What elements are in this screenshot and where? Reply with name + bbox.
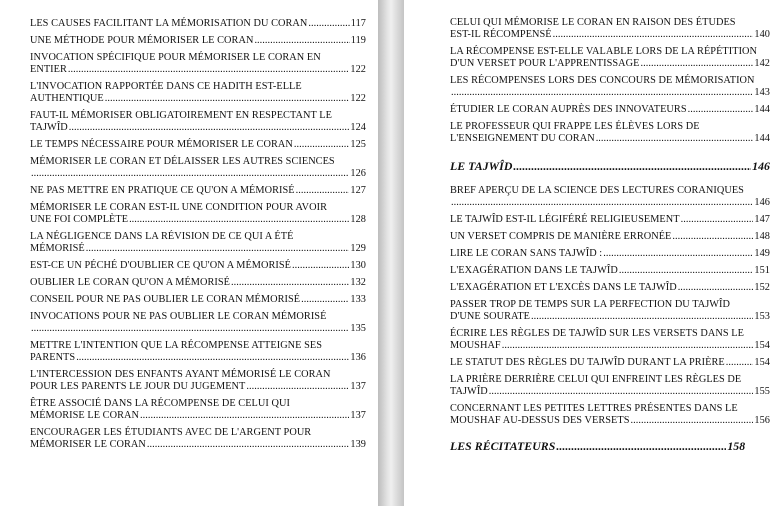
toc-page-number: 127 bbox=[350, 185, 366, 196]
toc-entry-title: POUR LES PARENTS LE JOUR DU JUGEMENT bbox=[30, 381, 246, 392]
toc-page-number: 146 bbox=[754, 197, 770, 208]
toc-entry-title: MÉMORISER LE CORAN bbox=[30, 439, 146, 450]
toc-entry[interactable] bbox=[450, 75, 770, 99]
toc-page-number: 151 bbox=[754, 265, 770, 276]
toc-list-right-top bbox=[450, 17, 770, 145]
dot-leader bbox=[105, 93, 350, 105]
toc-page-number: 139 bbox=[350, 439, 366, 450]
toc-entry-title-line: PASSER TROP DE TEMPS SUR LA PERFECTION DU TAJWÎD bbox=[450, 299, 731, 310]
toc-entry-title: PARENTS bbox=[30, 352, 76, 363]
toc-entry[interactable] bbox=[450, 231, 770, 243]
toc-entry-title: LE STATUT DES RÈGLES DU TAJWÎD DURANT LA PRIÈRE bbox=[450, 357, 725, 368]
toc-page-number: 122 bbox=[350, 93, 366, 104]
dot-leader bbox=[254, 35, 349, 47]
toc-page-number: 128 bbox=[350, 214, 366, 225]
dot-leader bbox=[556, 439, 726, 453]
toc-page-number: 130 bbox=[350, 260, 366, 271]
dot-leader bbox=[76, 352, 349, 364]
toc-entry[interactable] bbox=[450, 17, 770, 41]
dot-leader bbox=[678, 282, 754, 294]
toc-entry[interactable] bbox=[30, 260, 366, 272]
dot-leader bbox=[296, 185, 350, 197]
toc-entry[interactable] bbox=[450, 185, 770, 209]
toc-entry[interactable] bbox=[30, 277, 366, 289]
toc-entry-title-line: CONCERNANT LES PETITES LETTRES PRÉSENTES DANS LE bbox=[450, 403, 738, 414]
toc-entry-title: LE TAJWÎD EST-IL LÉGIFÉRÉ RELIGIEUSEMENT bbox=[450, 214, 680, 225]
toc-page-number: 124 bbox=[350, 122, 366, 133]
toc-entry-title-line: INVOCATIONS POUR NE PAS OUBLIER LE CORAN MÉMORISÉ bbox=[30, 311, 327, 322]
toc-page-number: 119 bbox=[350, 35, 366, 46]
toc-entry-title: L'EXAGÉRATION ET L'EXCÈS DANS LE TAJWÎD bbox=[450, 282, 677, 293]
dot-leader bbox=[640, 58, 753, 70]
toc-entry-title: UN VERSET COMPRIS DE MANIÈRE ERRONÉE bbox=[450, 231, 672, 242]
dot-leader bbox=[294, 139, 350, 151]
toc-page-number: 126 bbox=[350, 168, 366, 179]
toc-entry-title-line: LA PRIÈRE DERRIÈRE CELUI QUI ENFREINT LES RÈGLES DE bbox=[450, 374, 742, 385]
toc-entry[interactable] bbox=[30, 139, 366, 151]
toc-page-number: 142 bbox=[754, 58, 770, 69]
toc-page-number: 137 bbox=[350, 410, 366, 421]
toc-entry[interactable] bbox=[30, 398, 366, 422]
toc-entry-title-line: MÉMORISER LE CORAN ET DÉLAISSER LES AUTRES SCIENCES bbox=[30, 156, 335, 167]
toc-entry[interactable] bbox=[450, 248, 770, 260]
dot-leader bbox=[231, 277, 349, 289]
toc-entry-title: TAJWÎD bbox=[450, 386, 488, 397]
toc-entry[interactable] bbox=[30, 35, 366, 47]
toc-entry[interactable] bbox=[450, 121, 770, 145]
dot-leader bbox=[619, 265, 754, 277]
toc-entry[interactable] bbox=[30, 311, 366, 335]
toc-entry-title: LIRE LE CORAN SANS TAJWÎD : bbox=[450, 248, 603, 259]
toc-entry-title: MOUSHAF bbox=[450, 340, 501, 351]
toc-page-number: 148 bbox=[754, 231, 770, 242]
toc-page-number: 136 bbox=[350, 352, 366, 363]
chapter-page-number: 146 bbox=[752, 159, 770, 173]
toc-page-number: 153 bbox=[754, 311, 770, 322]
toc-entry-title-line: LES RÉCOMPENSES LORS DES CONCOURS DE MÉMORISATION bbox=[450, 75, 755, 86]
toc-entry[interactable] bbox=[30, 369, 366, 393]
toc-entry-title-line: METTRE L'INTENTION QUE LA RÉCOMPENSE ATTEIGNE SES bbox=[30, 340, 323, 351]
dot-leader bbox=[502, 340, 754, 352]
dot-leader bbox=[553, 29, 754, 41]
dot-leader bbox=[631, 415, 754, 427]
toc-entry-title: EST-CE UN PÉCHÉ D'OUBLIER CE QU'ON A MÉMORISÉ bbox=[30, 260, 292, 271]
toc-page-number: 140 bbox=[754, 29, 770, 40]
toc-entry-title: LES CAUSES FACILITANT LA MÉMORISATION DU CORAN bbox=[30, 18, 308, 29]
toc-entry-title-line: MÉMORISER LE CORAN EST-IL UNE CONDITION POUR AVOIR bbox=[30, 202, 328, 213]
toc-entry-title-line: FAUT-IL MÉMORISER OBLIGATOIREMENT EN RESPECTANT LE bbox=[30, 110, 332, 121]
toc-entry-title: MOUSHAF AU-DESSUS DES VERSETS bbox=[450, 415, 630, 426]
dot-leader bbox=[513, 159, 751, 173]
dot-leader bbox=[451, 197, 753, 209]
toc-page-number: 147 bbox=[754, 214, 770, 225]
toc-entry-title: UNE FOI COMPLÈTE bbox=[30, 214, 129, 225]
toc-page-number: 137 bbox=[350, 381, 366, 392]
toc-entry-title: D'UN VERSET POUR L'APPRENTISSAGE bbox=[450, 58, 640, 69]
toc-entry-title-line: CELUI QUI MÉMORISE LE CORAN EN RAISON DES ÉTUDES bbox=[450, 17, 736, 28]
toc-entry-title: NE PAS METTRE EN PRATIQUE CE QU'ON A MÉMORISÉ bbox=[30, 185, 295, 196]
chapter-heading-tajwid[interactable] bbox=[450, 159, 770, 173]
dot-leader bbox=[489, 386, 754, 398]
toc-entry[interactable] bbox=[30, 185, 366, 197]
dot-leader bbox=[681, 214, 754, 226]
toc-page-number: 133 bbox=[350, 294, 366, 305]
right-page bbox=[404, 0, 780, 506]
dot-leader bbox=[68, 64, 349, 76]
toc-page-number: 122 bbox=[350, 64, 366, 75]
toc-entry[interactable] bbox=[450, 214, 770, 226]
dot-leader bbox=[726, 357, 754, 369]
toc-page-number: 117 bbox=[350, 18, 366, 29]
toc-entry-title: ENTIER bbox=[30, 64, 67, 75]
dot-leader bbox=[31, 323, 349, 335]
toc-entry[interactable] bbox=[450, 104, 770, 116]
toc-entry[interactable] bbox=[30, 156, 366, 180]
toc-entry-title: D'UNE SOURATE bbox=[450, 311, 531, 322]
toc-entry[interactable] bbox=[30, 427, 366, 451]
toc-entry-title-line: L'INTERCESSION DES ENFANTS AYANT MÉMORISÉ LE CORAN bbox=[30, 369, 331, 380]
toc-entry-title-line: LE PROFESSEUR QUI FRAPPE LES ÉLÈVES LORS DE bbox=[450, 121, 700, 132]
dot-leader bbox=[147, 439, 350, 451]
dot-leader bbox=[596, 133, 754, 145]
toc-page-number: 155 bbox=[754, 386, 770, 397]
dot-leader bbox=[672, 231, 753, 243]
toc-entry-title: TAJWÎD bbox=[30, 122, 68, 133]
toc-entry-title: UNE MÉTHODE POUR MÉMORISER LE CORAN bbox=[30, 35, 254, 46]
dot-leader bbox=[308, 18, 349, 30]
toc-entry[interactable] bbox=[30, 340, 366, 364]
dot-leader bbox=[140, 410, 349, 422]
chapter-title: LE TAJWÎD bbox=[450, 159, 513, 173]
toc-entry-title: ÉTUDIER LE CORAN AUPRÈS DES INNOVATEURS bbox=[450, 104, 687, 115]
toc-entry-title-line: ENCOURAGER LES ÉTUDIANTS AVEC DE L'ARGENT POUR bbox=[30, 427, 312, 438]
toc-entry-title: CONSEIL POUR NE PAS OUBLIER LE CORAN MÉMORISÉ bbox=[30, 294, 301, 305]
toc-page-number: 154 bbox=[754, 357, 770, 368]
toc-page-number: 125 bbox=[350, 139, 366, 150]
toc-list-left bbox=[30, 18, 366, 451]
toc-page-number: 143 bbox=[754, 87, 770, 98]
toc-entry-title-line: ÊTRE ASSOCIÉ DANS LA RÉCOMPENSE DE CELUI QUI bbox=[30, 398, 290, 409]
toc-entry-title: MÉMORISE LE CORAN bbox=[30, 410, 139, 421]
toc-entry-title: AUTHENTIQUE bbox=[30, 93, 104, 104]
toc-entry-title: L'ENSEIGNEMENT DU CORAN bbox=[450, 133, 595, 144]
toc-entry-title: EST-IL RÉCOMPENSÉ bbox=[450, 29, 552, 40]
toc-entry[interactable] bbox=[450, 282, 770, 294]
dot-leader bbox=[246, 381, 349, 393]
chapter-heading-reciters[interactable] bbox=[450, 439, 770, 453]
toc-entry-title-line: LA NÉGLIGENCE DANS LA RÉVISION DE CE QUI A ÉTÉ bbox=[30, 231, 294, 242]
toc-entry[interactable] bbox=[450, 357, 770, 369]
dot-leader bbox=[531, 311, 753, 323]
toc-entry-title-line: L'INVOCATION RAPPORTÉE DANS CE HADITH EST-ELLE bbox=[30, 81, 302, 92]
toc-entry[interactable] bbox=[30, 231, 366, 255]
dot-leader bbox=[688, 104, 754, 116]
toc-entry-title: MÉMORISÉ bbox=[30, 243, 85, 254]
toc-page-number: 154 bbox=[754, 340, 770, 351]
chapter-page-number: 158 bbox=[727, 439, 746, 453]
toc-entry[interactable] bbox=[30, 52, 366, 76]
dot-leader bbox=[301, 294, 349, 306]
toc-entry-title-line: LA RÉCOMPENSE EST-ELLE VALABLE LORS DE LA RÉPÉTITION bbox=[450, 46, 758, 57]
toc-entry-title-line: BREF APERÇU DE LA SCIENCE DES LECTURES CORANIQUES bbox=[450, 185, 744, 196]
toc-entry[interactable] bbox=[30, 202, 366, 226]
left-page bbox=[0, 0, 378, 506]
toc-entry-title-line: INVOCATION SPÉCIFIQUE POUR MÉMORISER LE CORAN EN bbox=[30, 52, 321, 63]
toc-page-number: 152 bbox=[754, 282, 770, 293]
toc-page-number: 129 bbox=[350, 243, 366, 254]
dot-leader bbox=[129, 214, 349, 226]
toc-entry[interactable] bbox=[450, 299, 770, 323]
toc-page-number: 156 bbox=[754, 415, 770, 426]
toc-entry[interactable] bbox=[450, 403, 770, 427]
toc-entry[interactable] bbox=[450, 46, 770, 70]
toc-entry-title: L'EXAGÉRATION DANS LE TAJWÎD bbox=[450, 265, 618, 276]
toc-entry[interactable] bbox=[30, 81, 366, 105]
dot-leader bbox=[69, 122, 350, 134]
page-gutter bbox=[378, 0, 404, 506]
toc-entry[interactable] bbox=[30, 18, 366, 30]
dot-leader bbox=[31, 168, 349, 180]
toc-list-tajwid bbox=[450, 185, 770, 427]
toc-entry[interactable] bbox=[450, 328, 770, 352]
chapter-title: LES RÉCITATEURS bbox=[450, 439, 556, 453]
dot-leader bbox=[292, 260, 349, 272]
toc-entry[interactable] bbox=[450, 374, 770, 398]
toc-entry[interactable] bbox=[450, 265, 770, 277]
toc-page-number: 149 bbox=[754, 248, 770, 259]
toc-entry-title-line: ÉCRIRE LES RÈGLES DE TAJWÎD SUR LES VERSETS DANS LE bbox=[450, 328, 744, 339]
dot-leader bbox=[603, 248, 753, 260]
toc-entry-title: OUBLIER LE CORAN QU'ON A MÉMORISÉ bbox=[30, 277, 231, 288]
dot-leader bbox=[86, 243, 350, 255]
toc-page-number: 144 bbox=[754, 104, 770, 115]
toc-entry-title: LE TEMPS NÉCESSAIRE POUR MÉMORISER LE CORAN bbox=[30, 139, 293, 150]
toc-page-number: 135 bbox=[350, 323, 366, 334]
toc-page-number: 132 bbox=[350, 277, 366, 288]
dot-leader bbox=[451, 87, 753, 99]
toc-page-number: 144 bbox=[754, 133, 770, 144]
toc-entry[interactable] bbox=[30, 294, 366, 306]
toc-entry[interactable] bbox=[30, 110, 366, 134]
